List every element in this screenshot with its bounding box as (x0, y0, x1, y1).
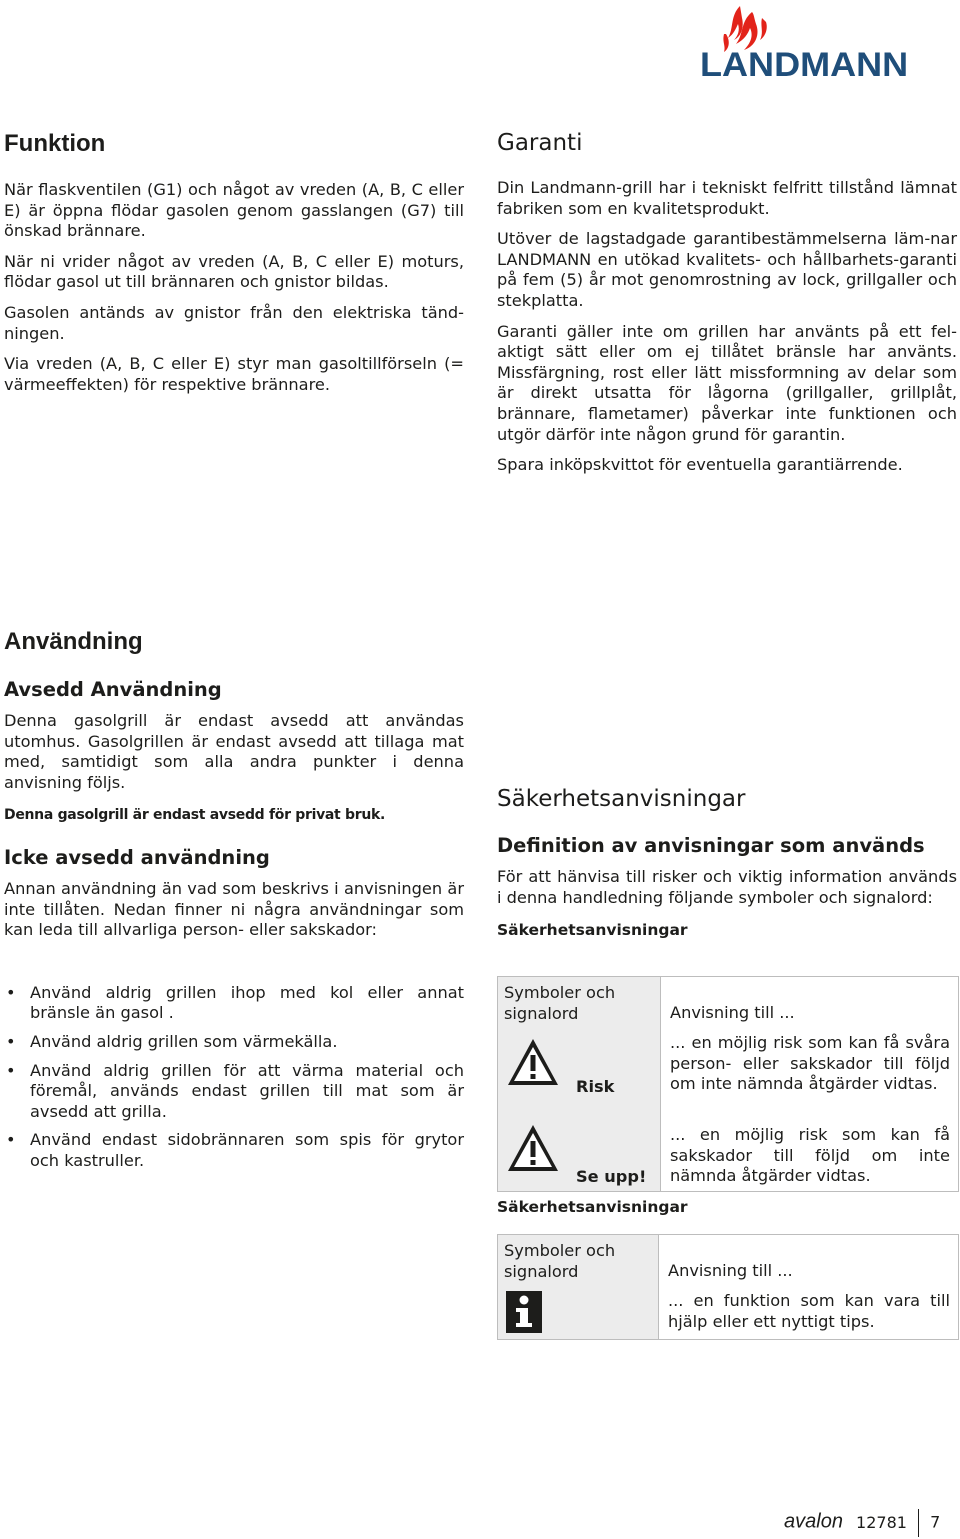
garanti-paragraph: Spara inköpskvittot för eventuella garantiärrende. (497, 455, 903, 475)
signal-risk: Risk (576, 1077, 615, 1096)
symbol-table-1 (497, 976, 959, 1192)
table1-head-symbol: Symboler och signalord (504, 983, 616, 1023)
sakerhet-section (497, 786, 957, 941)
funktion-paragraph: Via vreden (A, B, C eller E) styr man gasoltillförseln (= värmeeffekten) för respektive brännare. (4, 354, 464, 394)
warning-triangle-icon (506, 1037, 560, 1087)
list-item: • Använd aldrig grillen för att värma material och föremål, används endast grillen till mat som är avsedd att grilla. (4, 1061, 464, 1123)
column-divider (660, 977, 661, 1191)
privat-bruk-note: Denna gasolgrill är endast avsedd för privat bruk. (4, 807, 386, 824)
info-icon (506, 1291, 542, 1333)
funktion-title: Funktion (4, 130, 106, 157)
column-divider (658, 1235, 659, 1339)
funktion-paragraph: Gasolen antänds av gnistor från den elektriska tänd-ningen. (4, 302, 464, 343)
table2-row1-text: ... en funktion som kan vara till hjälp eller ett nyttigt tips. (668, 1291, 950, 1331)
footer-divider (918, 1509, 919, 1537)
brand-name: LANDMANN (700, 46, 909, 84)
table2-caption: Säkerhetsanvisningar (497, 1198, 688, 1216)
symbol-table-2 (497, 1234, 959, 1340)
table1-row2-text: ... en möjlig risk som kan få sakskador till följd om inte nämnda åtgärder vidtas. (670, 1125, 950, 1186)
avsedd-title: Avsedd Användning (4, 678, 222, 701)
list-item: • Använd endast sidobrännaren som spis för grytor och kastruller. (4, 1130, 464, 1171)
icke-avsedd-title: Icke avsedd användning (4, 845, 270, 869)
garanti-paragraph: Garanti gäller inte om grillen har använts på ett fel-aktigt sätt eller om ej tillåtet bränsle har använts. Missfärgning, rost eller lätt missformning av delar som är direkt utsatta för lågorna (grillgaller, grillplåt, brännare, flametamer) påverkar inte funktionen och utgör därför inte någon grund för garantin. (497, 321, 957, 444)
garanti-title: Garanti (497, 130, 583, 156)
table1-head-anvisning: Anvisning till ... (670, 1003, 795, 1022)
table2-head-symbol: Symboler och signalord (504, 1241, 616, 1281)
footer-model: 12781 (856, 1512, 907, 1532)
avsedd-text: Denna gasolgrill är endast avsedd att användas utomhus. Gasolgrillen är endast avsedd att tillaga mat med, samtidigt som alla andra punkter i denna anvisning följs. (4, 711, 464, 792)
icke-avsedd-text: Annan användning än vad som beskrivs i anvisningen är inte tillåten. Nedan finner ni några användningar som kan leda till allvarliga person- eller sakskador: (4, 878, 464, 940)
funktion-section (4, 130, 464, 395)
list-item: • Använd aldrig grillen ihop med kol eller annat bränsle än gasol . (4, 983, 464, 1024)
definition-title: Definition av anvisningar som används (497, 834, 925, 857)
landmann-logo (700, 4, 960, 82)
garanti-paragraph: Din Landmann-grill har i tekniskt felfritt tillstånd lämnat fabriken som en kvalitetsprodukt. (497, 178, 957, 218)
list-item: • Använd aldrig grillen som värmekälla. (4, 1032, 464, 1053)
anvandning-section (4, 628, 464, 1180)
definition-intro: För att hänvisa till risker och viktig information används i denna handledning följande symboler och signalord: (497, 867, 957, 907)
table1-row1-text: ... en möjlig risk som kan få svåra person- eller sakskador till följd om inte nämnda åtgärder vidtas. (670, 1033, 950, 1094)
anvandning-title: Användning (4, 628, 143, 655)
table2-head-anvisning: Anvisning till ... (668, 1261, 793, 1280)
table1-caption: Säkerhetsanvisningar (497, 921, 688, 940)
page-number: 7 (930, 1512, 941, 1532)
funktion-paragraph: När ni vrider något av vreden (A, B, C eller E) moturs, flödar gasol ut till brännaren och gnistor bildas. (4, 251, 464, 292)
garanti-section (497, 130, 957, 476)
sakerhet-title: Säkerhetsanvisningar (497, 786, 746, 812)
garanti-paragraph: Utöver de lagstadgade garantibestämmelserna läm-nar LANDMANN en utökad kvalitets- och hållbarhets-garanti på fem (5) år mot genomrostning av lock, grillgaller och stekplatta. (497, 229, 957, 310)
funktion-paragraph: När flaskventilen (G1) och något av vreden (A, B, C eller E) är öppna flödar gasolen genom gasslangen (G7) till önskad brännare. (4, 180, 464, 241)
signal-se-upp: Se upp! (576, 1167, 647, 1186)
footer-product: avalon (784, 1510, 843, 1533)
page-footer (784, 1509, 940, 1539)
warning-triangle-icon (506, 1123, 560, 1173)
forbud-list (4, 983, 464, 1172)
